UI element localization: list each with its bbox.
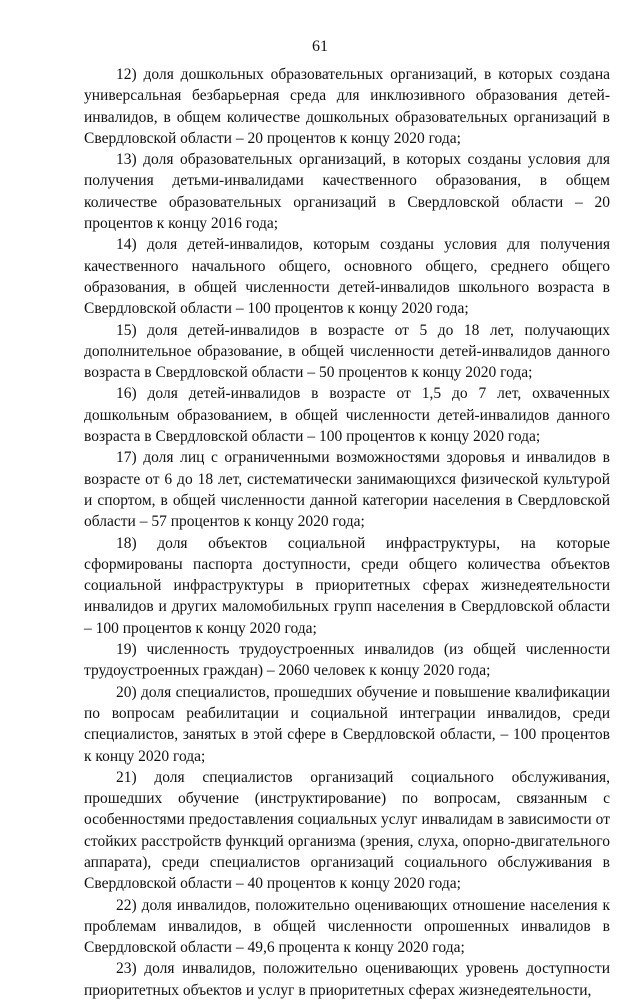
- paragraph-20: 20) доля специалистов, прошедших обучение и повышение квалификации по вопросам реабилитации и социальной интеграции инвалидов, среди специалистов, занятых в этой сфере в Свердловской области, – 100 процентов к концу 2020 года;: [84, 683, 610, 765]
- paragraph-16: 16) доля детей-инвалидов в возрасте от 1,5 до 7 лет, охваченных дошкольным образованием, в общей численности детей-инвалидов данного возраста в Свердловской области – 100 процентов к концу 2020 года;: [84, 385, 610, 446]
- paragraph-12: 12) доля дошкольных образовательных организаций, в которых создана универсальная безбарьерная среда для инклюзивного образования детей-инвалидов, в общем количестве дошкольных образовательных организаций в Свердловской области – 20 процентов к концу 2020 года;: [84, 66, 610, 147]
- paragraph-22: 22) доля инвалидов, положительно оценивающих отношение населения к проблемам инвалидов, в общей численности опрошенных инвалидов в Свердловской области – 49,6 процента к концу 2020 года;: [84, 896, 610, 957]
- page-number: 61: [312, 38, 328, 55]
- paragraph-15: 15) доля детей-инвалидов в возрасте от 5 до 18 лет, получающих дополнительное образование, в общей численности детей-инвалидов данного возраста в Свердловской области – 50 процентов к концу 2020 года;: [84, 321, 610, 382]
- document-body: [84, 64, 610, 1001]
- paragraph-19: 19) численность трудоустроенных инвалидов (из общей численности трудоустроенных граждан) – 2060 человек к концу 2020 года;: [84, 641, 610, 680]
- paragraph-18: 18) доля объектов социальной инфраструктуры, на которые сформированы паспорта доступности, среди общего количества объектов социальной инфраструктуры в приоритетных сферах жизнедеятельности инвалидов и других маломобильных групп населения в Свердловской области – 100 процентов к концу 2020 года;: [84, 534, 610, 637]
- paragraph-23: 23) доля инвалидов, положительно оценивающих уровень доступности приоритетных объектов и услуг в приоритетных сферах жизнедеятельности,: [84, 960, 610, 999]
- paragraph-14: 14) доля детей-инвалидов, которым созданы условия для получения качественного начального общего, основного общего, среднего общего образования, в общей численности детей-инвалидов школьного возраста в Свердловской области – 100 процентов к концу 2020 года;: [84, 236, 610, 318]
- paragraph-21: 21) доля специалистов организаций социального обслуживания, прошедших обучение (инструктирование) по вопросам, связанным с особенностями предоставления социальных услуг инвалидам в зависимости от стойких расстройств функций организма (зрения, слуха, опорно-двигательного аппарата), среди специалистов организаций социального обслуживания в Свердловской области – 40 процентов к концу 2020 года;: [84, 768, 610, 893]
- paragraph-17: 17) доля лиц с ограниченными возможностями здоровья и инвалидов в возрасте от 6 до 18 лет, систематически занимающихся физической культурой и спортом, в общей численности данной категории населения в Свердловской области – 57 процентов к концу 2020 года;: [84, 449, 610, 531]
- paragraph-13: 13) доля образовательных организаций, в которых созданы условия для получения детьми-инвалидами качественного образования, в общем количестве образовательных организаций в Свердловской области – 20 процентов к концу 2016 года;: [84, 151, 610, 233]
